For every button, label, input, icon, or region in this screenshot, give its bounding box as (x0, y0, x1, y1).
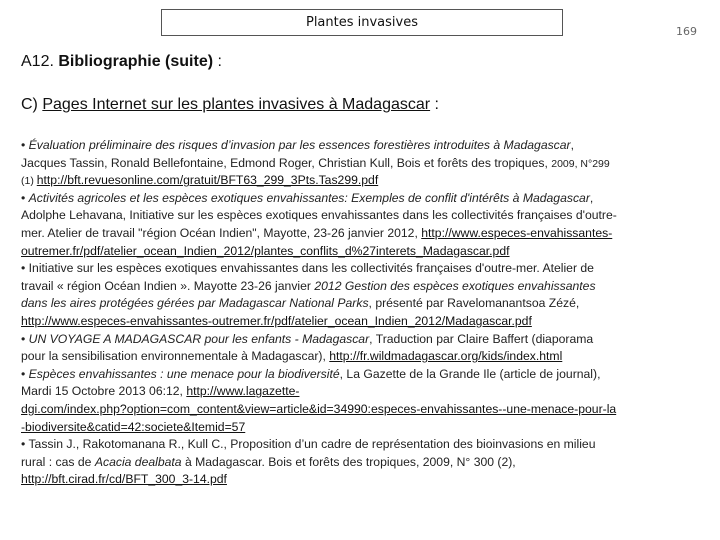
subsection-title: Pages Internet sur les plantes invasives à Madagascar (42, 96, 431, 113)
entry-line (21, 313, 711, 331)
entry-link[interactable]: http://fr.wildmadagascar.org/kids/index.html (329, 349, 563, 364)
entry-text: , Traduction par Claire Baffert (diaporama (369, 331, 594, 346)
bullet: • (21, 261, 26, 276)
entry-text: travail « région Océan Indien ». Mayotte 23-26 janvier (21, 278, 315, 293)
entry-link[interactable]: http://www.lagazette- (186, 384, 300, 399)
entry-text: Mardi 15 Octobre 2013 06:12, (21, 384, 187, 399)
entry-link-continued[interactable]: -biodiversite&catid=42:societe&Itemid=57 (21, 419, 246, 434)
entry-title: dans les aires protégées gérées par Madagascar National Parks (21, 296, 369, 311)
section-title: Bibliographie (suite) (58, 53, 214, 70)
entry-text: pour la sensibilisation environnementale à Madagascar), (21, 349, 330, 364)
section-colon: : (217, 53, 222, 70)
entry-line (21, 348, 711, 366)
entry-link[interactable]: http://bft.cirad.fr/cd/BFT_300_3-14.pdf (21, 472, 227, 487)
entry-link-continued[interactable]: outremer.fr/pdf/atelier_ocean_Indien_2012/plantes_conflits_d%27interets_Madagascar.pdf (21, 243, 510, 258)
bibliography-list (21, 137, 711, 489)
entry-line (21, 419, 711, 437)
entry-title: UN VOYAGE A MADAGASCAR pour les enfants - Madagascar (28, 331, 370, 346)
bullet: • (21, 190, 26, 205)
entry-text: , présenté par Ravelomanantsoa Zézé, (368, 296, 580, 311)
entry-line (21, 155, 711, 173)
entry-text: à Madagascar. Bois et forêts des tropiques, 2009, N° 300 (2), (181, 454, 516, 469)
entry-line (21, 278, 711, 296)
entry-year: 2009, N°299 (551, 157, 610, 170)
list-item (21, 436, 711, 454)
entry-line (21, 383, 711, 401)
entry-text: Initiative sur les espèces exotiques envahissantes dans les collectivités françaises d'outre-mer. Atelier de (28, 261, 594, 276)
bullet: • (21, 437, 26, 452)
section-heading (21, 53, 222, 71)
entry-text: , La Gazette de la Grande Ile (article de journal), (339, 366, 601, 381)
entry-text: rural : cas de (21, 454, 95, 469)
entry-species: Acacia dealbata (94, 454, 182, 469)
entry-line (21, 225, 711, 243)
bullet: • (21, 366, 26, 381)
bullet: • (21, 331, 26, 346)
header-title-box (161, 9, 563, 36)
list-item: • Activités agricoles et les espèces exotiques envahissantes: Exemples de conflit d'intérêts à Madagascar, (21, 190, 594, 205)
entry-title: 2012 Gestion des espèces exotiques envahissantes (314, 278, 596, 293)
entry-line (21, 471, 711, 489)
entry-line (21, 401, 711, 419)
bullet: • (21, 138, 26, 152)
header-title: Plantes invasives (305, 15, 419, 30)
entry-issue: (1) (21, 175, 37, 188)
section-code: A12. (21, 53, 54, 70)
entry-title: Espèces envahissantes : une menace pour la biodiversité (28, 366, 340, 381)
entry-authors: Jacques Tassin, Ronald Bellefontaine, Edmond Roger, Christian Kull, Bois et forêts des tropiques, (21, 155, 548, 170)
entry-line (21, 243, 711, 261)
entry-line (21, 454, 711, 472)
list-item (21, 331, 711, 349)
entry-link[interactable]: http://www.especes-envahissantes- (421, 225, 613, 240)
entry-line (21, 172, 711, 190)
entry-link[interactable]: http://www.especes-envahissantes-outremer.fr/pdf/atelier_ocean_Indien_2012/Madagascar.pdf (21, 313, 532, 328)
entry-text: Tassin J., Rakotomanana R., Kull C., Proposition d’un cadre de représentation des bioinvasions en milieu (28, 437, 596, 452)
entry-title: Évaluation préliminaire des risques d’invasion par les essences forestières introduites à Madagascar (28, 138, 571, 152)
subsection-prefix: C) (21, 96, 43, 113)
list-item: • Évaluation préliminaire des risques d’invasion par les essences forestières introduites à Madagascar, (21, 138, 575, 152)
entry-line (21, 295, 711, 313)
page-number: 169 (676, 25, 697, 38)
entry-link-continued[interactable]: dgi.com/index.php?option=com_content&view=article&id=34990:especes-envahissantes--une-menace-pour-la (21, 401, 617, 416)
entry-text: mer. Atelier de travail "région Océan Indien", Mayotte, 23-26 janvier 2012, (21, 225, 422, 240)
list-item (21, 260, 711, 278)
entry-title: Activités agricoles et les espèces exotiques envahissantes: Exemples de conflit d'intérêts à Madagascar (28, 190, 590, 205)
list-item (21, 366, 711, 384)
subsection-heading (21, 96, 439, 114)
entry-line: Adolphe Lehavana, Initiative sur les espèces exotiques envahissantes dans les collectivités françaises d'outre- (21, 208, 617, 223)
subsection-colon: : (430, 96, 439, 113)
entry-link[interactable]: http://bft.revuesonline.com/gratuit/BFT63_299_3Pts.Tas299.pdf (36, 173, 379, 188)
